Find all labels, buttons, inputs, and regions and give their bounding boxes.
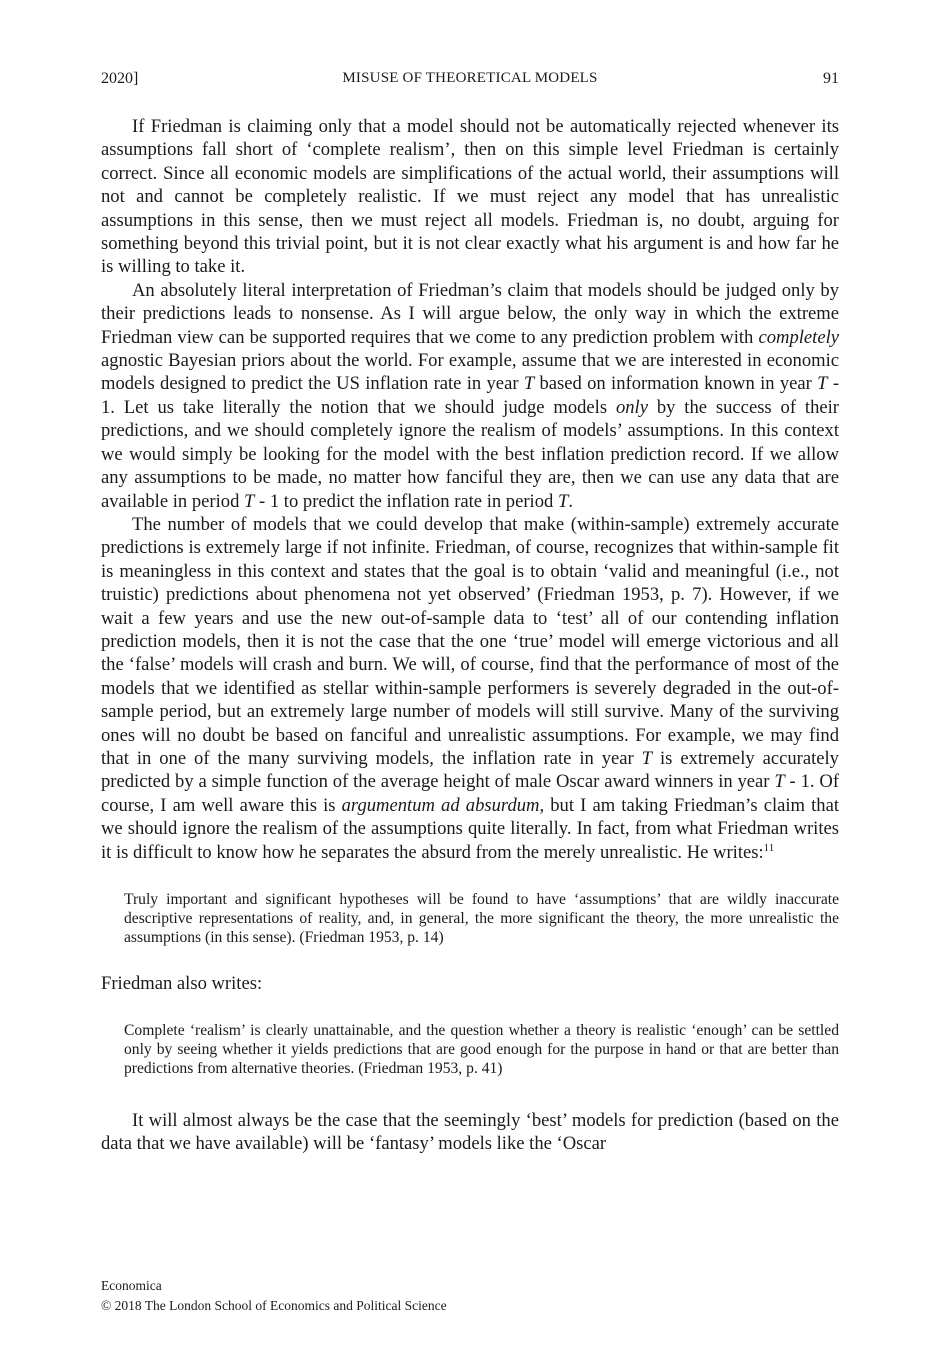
paragraph-3: The number of models that we could develop that make (within-sample) extremely accurate predictions is extremely large if not infinite. Friedman, of course, recognizes that within-sample fit is meaningless in this context and states that the goal is to obtain ‘valid and meaningful (i.e., not truistic) predictions about phenomena not yet observed’ (Friedman 1953, p. 7). However, if we wait a few years and use the new out-of-sample data to ‘test’ all of our contending inflation prediction models, then it is not the case that the one ‘true’ model will emerge victorious and all the ‘false’ models will crash and burn. We will, of course, find that the performance of most of the models that we identified as stellar within-sample performers is severely degraded in the out-of-sample period, but an extremely large number of models will still survive. Many of the surviving ones will no doubt be based on fanciful and unrealistic assumptions. For example, we may find that in one of the many surviving models, the inflation rate in year T is extremely accurately predicted by a simple function of the average height of male Oscar award winners in year T - 1. Of course, I am well aware this is argumentum ad absurdum, but I am taking Friedman’s claim that we should ignore the realism of the assumptions quite literally. In fact, from what Friedman writes it is difficult to know how he separates the absurd from the merely unrealistic. He writes:$^{11}$: [101, 513, 840, 863]
footnote-marker[interactable]: 11: [763, 841, 775, 854]
header-title: MISUSE OF THEORETICAL MODELS: [342, 70, 598, 86]
body-text: [101, 115, 839, 1155]
header-year: 2020]: [101, 70, 139, 87]
paragraph-1: If Friedman is claiming only that a model should not be automatically rejected whenever its assumptions fall short of ‘complete realism’, then on this simple level Friedman is certainly correct. Since all economic models are simplifications of the actual world, their assumptions will not and cannot be completely realistic. If we must reject any model that has unrealistic assumptions in this sense, then we must reject all models. Friedman is, no doubt, arguing for something beyond this trivial point, but it is not clear exactly what his argument is and how far he is willing to take it.: [101, 116, 839, 278]
block-quote-1: Truly important and significant hypotheses will be found to have ‘assumptions’ that are wildly inaccurate descriptive representations of reality, and, in general, the more significant the theory, the more unrealistic the assumptions (in this sense). (Friedman 1953, p. 14): [124, 891, 839, 947]
emphasis-argumentum: argumentum ad absurdum: [341, 794, 540, 816]
block-quote-2: Complete ‘realism’ is clearly unattainable, and the question whether a theory is realistic ‘enough’ can be settled only by seeing whether it yields predictions that are good enough for the purpose in hand or that are better than predictions from alternative theories. (Friedman 1953, p. 41): [124, 1022, 839, 1078]
journal-name: Economica: [101, 1278, 162, 1293]
paragraph-4: Friedman also writes:: [101, 972, 263, 994]
page-number: 91: [823, 70, 839, 87]
copyright-notice: © 2018 The London School of Economics and Political Science: [101, 1298, 447, 1313]
paragraph-5: It will almost always be the case that the seemingly ‘best’ models for prediction (based on the data that we have available) will be ‘fantasy’ models like the ‘Oscar: [101, 1109, 839, 1155]
page: [101, 0, 839, 1366]
emphasis-only: only: [615, 396, 648, 418]
paragraph-2: An absolutely literal interpretation of Friedman’s claim that models should be judged only by their predictions leads to nonsense. As I will argue below, the only way in which the extreme Friedman view can be supported requires that we come to any prediction problem with completely agnostic Bayesian priors about the world. For example, assume that we are interested in economic models designed to predict the US inflation rate in year T based on information known in year T - 1. Let us take literally the notion that we should judge models only by the success of their predictions, and we should completely ignore the realism of models’ assumptions. In this context we would simply be looking for the model with the best inflation prediction record. If we allow any assumptions to be made, no matter how fanciful they are, then we can use any data that are available in period T - 1 to predict the inflation rate in period T.: [101, 279, 840, 512]
emphasis-completely: completely: [758, 326, 839, 348]
running-head: [101, 70, 839, 94]
footer: [101, 1276, 447, 1316]
